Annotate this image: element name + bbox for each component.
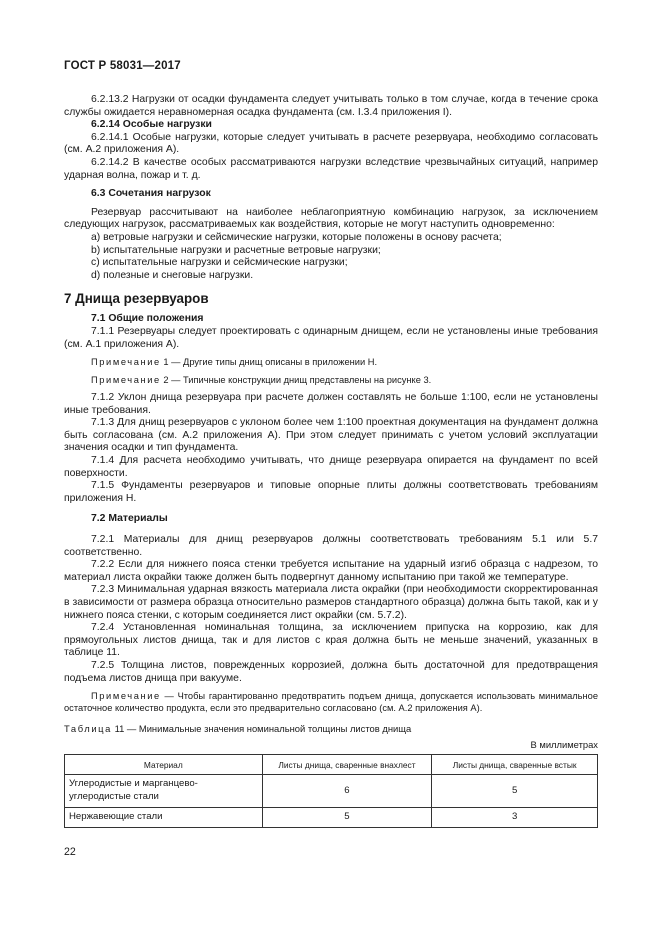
table-cell: 3 <box>432 807 598 827</box>
paragraph-7-1-5: 7.1.5 Фундаменты резервуаров и типовые опорные плиты должны соответствовать требованиям приложения Н. <box>64 480 598 504</box>
table-row <box>65 775 598 807</box>
paragraph-7-2-5: 7.2.5 Толщина листов, поврежденных коррозией, должна быть достаточной для предотвращения подъема листов днища при вакууме. <box>64 659 598 684</box>
note-2 <box>64 375 598 387</box>
table-caption <box>64 723 598 736</box>
note-text: 1 — Другие типы днищ описаны в приложении Н. <box>160 357 378 368</box>
paragraph-7-1-2: 7.1.2 Уклон днища резервуара при расчете должен составлять не больше 1:100, если не установлены иные требования. <box>64 392 598 416</box>
page-number: 22 <box>64 846 76 858</box>
thickness-table <box>64 754 598 827</box>
document-body <box>64 94 598 828</box>
list-item: d) полезные и снеговые нагрузки. <box>91 269 254 281</box>
table-caption-label: Таблица <box>64 723 112 735</box>
heading-7-2: 7.2 Материалы <box>91 513 168 525</box>
table-row <box>65 807 598 827</box>
paragraph-7-2-2: 7.2.2 Если для нижнего пояса стенки требуется испытание на ударный изгиб образца с надрезом, то материал листа окрайки также должен быть подвергнут данному испытанию при такой же температуре. <box>64 559 598 583</box>
table-caption-text: 11 — Минимальные значения номинальной толщины листов днища <box>111 723 412 735</box>
heading-6-2-14: 6.2.14 Особые нагрузки <box>91 119 212 131</box>
list-item: а) ветровые нагрузки и сейсмические нагрузки, которые положены в основу расчета; <box>91 231 502 243</box>
note-text: — Чтобы гарантированно предотвратить подъем днища, допускается использовать минимальное остаточное количество продукта, если это предварительно согласовано (см. А.2 приложения А). <box>64 691 598 713</box>
heading-7-1: 7.1 Общие положения <box>91 313 204 325</box>
note-label: Примечание <box>91 357 161 368</box>
column-header-material: Материал <box>65 755 263 775</box>
table-cell: 6 <box>262 775 432 807</box>
heading-6-3: 6.3 Сочетания нагрузок <box>91 188 211 200</box>
list-item: b) испытательные нагрузки и расчетные ветровые нагрузки; <box>91 244 381 256</box>
note-label: Примечание <box>91 691 161 702</box>
table-header-row <box>65 755 598 775</box>
paragraph-6-2-14-1: 6.2.14.1 Особые нагрузки, которые следует учитывать в расчете резервуара, необходимо согласовать (см. А.2 приложения А). <box>64 131 598 156</box>
table-units: В миллиметрах <box>530 738 598 750</box>
paragraph-7-2-3: 7.2.3 Минимальная ударная вязкость материала листа окрайки (при необходимости скорректированная в зависимости от размера образца относительно размеров стандартного образца) должна быть такой, как и у нижнего пояса стенки, с которым соединяется лист окрайки (см. 5.7.2). <box>64 584 598 621</box>
note-3 <box>64 691 598 714</box>
paragraph-6-2-14-2: 6.2.14.2 В качестве особых рассматриваются нагрузки вследствие чрезвычайных ситуаций, например ударная волна, пожар и т. д. <box>64 156 598 181</box>
list-item: с) испытательные нагрузки и сейсмические нагрузки; <box>91 257 348 269</box>
table-cell: Нержавеющие стали <box>65 807 263 827</box>
table-cell: 5 <box>432 775 598 807</box>
note-text: 2 — Типичные конструкции днищ представлены на рисунке 3. <box>160 374 432 385</box>
paragraph-6-2-13-2: 6.2.13.2 Нагрузки от осадки фундамента следует учитывать только в том случае, когда в течение срока службы ожидается неравномерная осадка фундамента (см. I.3.4 приложения I). <box>64 94 598 118</box>
document-header: ГОСТ Р 58031—2017 <box>64 60 181 72</box>
paragraph-7-1-1: 7.1.1 Резервуары следует проектировать с одинарным днищем, если не установлены иные требования (см. А.1 приложения А). <box>64 325 598 350</box>
paragraph-7-2-4: 7.2.4 Установленная номинальная толщина, за исключением припуска на коррозию, как для прямоугольных листов днища, так и для листов с края должна быть не меньше значений, указанных в таблице 11. <box>64 622 598 659</box>
section-heading-7: 7 Днища резервуаров <box>64 291 209 307</box>
table-cell: 5 <box>262 807 432 827</box>
paragraph-6-3: Резервуар рассчитывают на наиболее неблагоприятную комбинацию нагрузок, за исключением следующих нагрузок, рассматриваемых как воздействия, которые не могут наступить одновременно: <box>64 206 598 231</box>
note-label: Примечание <box>91 374 161 385</box>
note-1 <box>64 357 598 369</box>
column-header-lap-welded: Листы днища, сваренные внахлест <box>262 755 432 775</box>
paragraph-7-2-1: 7.2.1 Материалы для днищ резервуаров должны соответствовать требованиям 5.1 или 5.7 соответственно. <box>64 534 598 558</box>
table-cell: Углеродистые и марганцево-углеродистые стали <box>65 775 263 807</box>
column-header-butt-welded: Листы днища, сваренные встык <box>432 755 598 775</box>
paragraph-7-1-3: 7.1.3 Для днищ резервуаров с уклоном более чем 1:100 проектная документация на фундамент должна быть согласована (см. А.2 приложения А). При этом следует принимать с учетом условий эксплуатации значения осадки и тип фундамента. <box>64 417 598 454</box>
paragraph-7-1-4: 7.1.4 Для расчета необходимо учитывать, что днище резервуара опирается на фундамент по всей поверхности. <box>64 455 598 479</box>
